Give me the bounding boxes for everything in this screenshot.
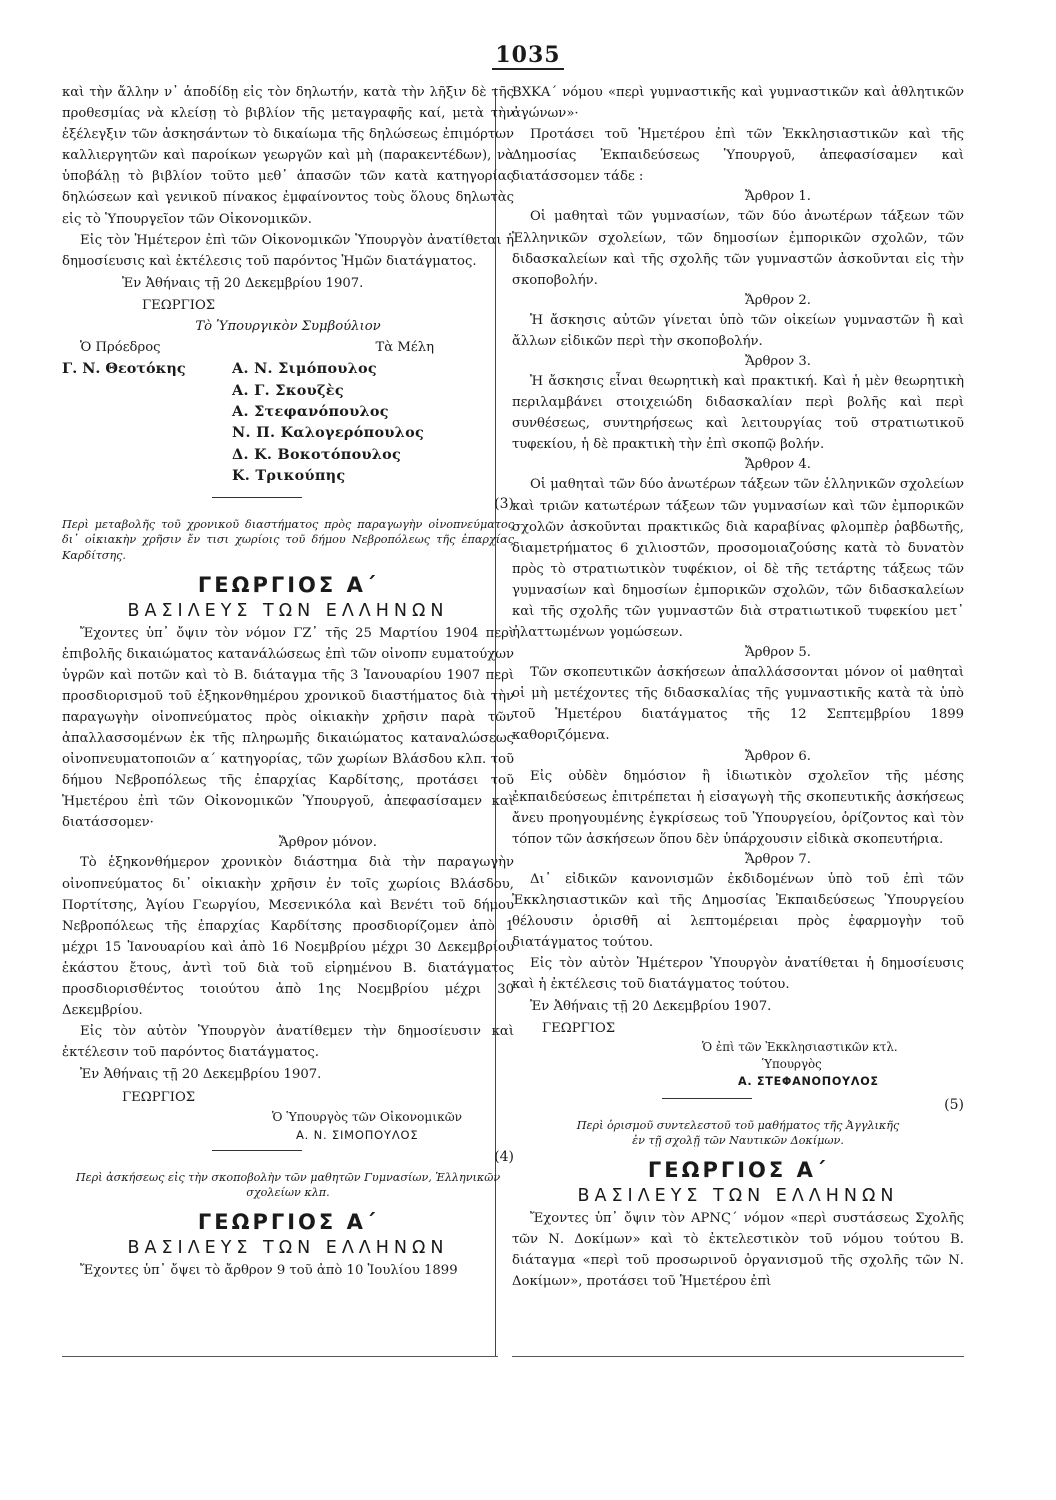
article-label: Ἄρθρον 1. [745,189,811,205]
council-row [62,465,514,486]
decree-date: Ἐν Ἀθήναις τῇ 20 Δεκεμβρίου 1907. [80,1067,322,1083]
decree-continuation-date: Ἐν Ἀθήναις τῇ 20 Δεκεμβρίου 1907. [122,275,364,291]
decree-preamble: Ἔχοντες ὑπ᾽ ὄψιν τὸν ΑΡΝϚ΄ νόμον «περὶ συστάσεως Σχολῆς τῶν Ν. Δοκίμων» καὶ τὸ ἐκτελεστικὸν τοῦ νόμου τούτου Β. διάταγμα «περὶ τοῦ προσωρινοῦ ὀργανισμοῦ τῆς σχολῆς τῶν Ν. Δοκίμων», προτάσει τοῦ Ἡμετέρου ἐπὶ [512,1210,964,1290]
decree-preamble-end: ΒΧΚΑ΄ νόμου «περὶ γυμναστικῆς καὶ γυμναστικῶν καὶ ἀθλητικῶν ἀγώνων»· [512,85,964,122]
right-column-bottom-rule [512,1356,964,1357]
president-name: Γ. Ν. Θεοτόκης [62,360,186,378]
article-text: Οἱ μαθηταὶ τῶν δύο ἀνωτέρων τάξεων τῶν ἑλληνικῶν σχολείων καὶ τριῶν κατωτέρων τάξεων τῶν γυμνασίων καὶ τῶν ἐμπορικῶν σχολῶν ἀσκοῦνται πρακτικῶς διὰ καραβίνας φλομπὲρ ῥαβδωτῆς, διαμετρήματος 6 χιλιοστῶν, προσομοιαζούσης κατὰ τὸ δυνατὸν πρὸς τὸ στρατιωτικὸν τυφέκιον, οἱ δὲ τῆς τετάρτης τάξεως τῶν γυμνασίων καὶ δημοσίων ἐμπορικῶν σχολῶν, τῶν διδασκαλείων καὶ τῆς σχολῆς τῶν γυμναστῶν διὰ στρατιωτικοῦ τυφεκίου μετ᾽ ἠλαττωμένων γομώσεων. [512,477,964,641]
decree-continuation-text: καὶ τὴν ἄλλην ν᾽ ἀποδίδῃ εἰς τὸν δηλωτήν, κατὰ τὴν λῆξιν δὲ τῆς προθεσμίας νὰ κλείσῃ τὸ βιβλίον τῆς μεταγραφῆς καί, μετὰ τὴν ἐξέλεγξιν τῶν ἀσκησάντων τὸ δικαίωμα τῆς δηλώσεως ἐπιμόρτων καλλιεργητῶν καὶ παροίκων γεωργῶν καὶ μὴ (παρακεντέδων), νὰ ὑποβάλῃ τὸ βιβλίον τοῦτο μεθ᾽ ἁπασῶν τῶν κατὰ κατηγορίας δηλώσεων καὶ γενικοῦ πίνακος ἐμφαίνοντος τοὺς ὅλους δηλωτὰς εἰς τὸ Ὑπουργεῖον τῶν Οἰκονομικῶν. [62,85,514,227]
decree-number: (5) [944,1096,964,1113]
article-label: Ἄρθρον 6. [745,748,811,764]
decree-proposal: Προτάσει τοῦ Ἡμετέρου ἐπὶ τῶν Ἐκκλησιαστικῶν καὶ τῆς Δημοσίας Ἐκπαιδεύσεως Ὑπουργοῦ, ἀπεφασίσαμεν καὶ διατάσσομεν τάδε : [512,127,964,185]
council-row [62,422,514,443]
article-label: Ἄρθρον 5. [745,645,811,661]
council-title: Τὸ Ὑπουργικὸν Συμβούλιον [195,319,381,335]
decree-number: (4) [494,1148,514,1165]
council-row [62,401,514,422]
members-label: Τὰ Μέλη [375,340,434,356]
council-labels [62,337,514,358]
decree-subheading: ΒΑΣΙΛΕΥΣ ΤΩΝ ΕΛΛΗΝΩΝ [577,1185,899,1206]
council-row-1 [62,358,514,379]
decree-subject-line-2: ἐν τῇ σχολῇ τῶν Ναυτικῶν Δοκίμων. [632,1134,844,1148]
signer-title: Ὁ Ὑπουργὸς τῶν Οἰκονομικῶν [272,1109,463,1124]
decree-date: Ἐν Ἀθήναις τῇ 20 Δεκεμβρίου 1907. [530,999,772,1015]
signer-name: Α. Ν. ΣΙΜΟΠΟΥΛΟΣ [296,1127,419,1142]
article-text: Ἡ ἄσκησις αὐτῶν γίνεται ὑπὸ τῶν οἰκείων γυμναστῶν ἢ καὶ ἄλλων εἰδικῶν περὶ τὴν σκοποβολήν. [512,312,964,349]
article-label: Ἄρθρον μόνον. [279,835,377,851]
decree-continuation-execution: Εἰς τὸν Ἡμέτερον ἐπὶ τῶν Οἰκονομικῶν Ὑπουργὸν ἀνατίθεται ἡ δημοσίευσις καὶ ἐκτέλεσις τοῦ παρόντος Ἡμῶν διατάγματος. [62,232,514,269]
decree-preamble: Ἔχοντες ὑπ᾽ ὄψιν τὸν νόμον ΓΖ᾽ τῆς 25 Μαρτίου 1904 περὶ ἐπιβολῆς δικαιώματος κατανάλώσεως ἐπὶ τῶν οἰνοπν ευματούχων ὑγρῶν καὶ ποτῶν καὶ τὸ Β. διάταγμα τῆς 3 Ἰανουαρίου 1907 περὶ προσδιορισμοῦ τοῦ ἑξηκονθημέρου χρονικοῦ διαστήματος διὰ τὴν παραγωγὴν οἰνοπνεύματος πρὸς οἰκιακὴν χρῆσιν παρὰ τῶν ἀπαλλασσομένων ἐκ τῆς πληρωμῆς δικαιώματος καταναλώσεως οἰνοπνευματοποιῶν α΄ κατηγορίας, τῶν χωρίων Βλάσδου κλπ. τοῦ δήμου Νεβροπόλεως τῆς ἐπαρχίας Καρδίτσης, προτάσει τοῦ Ἡμετέρου ἐπὶ τῶν Οἰκονομικῶν Ὑπουργοῦ, ἀπεφασίσαμεν καὶ διατάσσομεν· [62,625,514,831]
article-text: Δι᾽ εἰδικῶν κανονισμῶν ἐκδιδομένων ὑπὸ τοῦ ἐπὶ τῶν Ἐκκλησιαστικῶν καὶ τῆς Δημοσίας Ἐκπαιδεύσεως Ὑπουργείου θέλουσιν ὁρισθῆ αἱ λεπτομέρειαι πρὸς ἐφαρμογὴν τοῦ διατάγματος τούτου. [512,871,964,951]
decree-subject-line-1: Περὶ ὁρισμοῦ συντελεστοῦ τοῦ μαθήματος τῆς Ἀγγλικῆς [576,1118,900,1132]
signer-name: Α. ΣΤΕΦΑΝΟΠΟΥΛΟΣ [738,1074,879,1088]
article-label: Ἄρθρον 2. [745,292,811,308]
signature-block [512,1039,964,1090]
decree-heading: ΓΕΩΡΓΙΟΣ Α΄ [197,1209,379,1234]
article-text: Τὸ ἑξηκονθήμερον χρονικὸν διάστημα διὰ τὴν παραγωγὴν οἰνοπνεύματος δι᾽ οἰκιακὴν χρῆσιν ἐν τοῖς χωρίοις Βλάσδου, Πορτίτσης, Ἁγίου Γεωργίου, Μεσενικόλα καὶ Βενέτι τοῦ δήμου Νεβροπόλεως τῆς ἐπαρχίας Καρδίτσης προσδιορίζομεν ἀπὸ 1 μέχρι 15 Ἰανουαρίου καὶ ἀπὸ 16 Νοεμβρίου μέχρι 30 Δεκεμβρίου ἑκάστου ἔτους, ἀντὶ τοῦ διὰ τοῦ εἰρημένου Β. διατάγματος προσδιορισθέντος τοιούτου ἀπὸ 1ης Νοεμβρίου μέχρι 30 Δεκεμβρίου. [62,855,514,1019]
decree-subheading: ΒΑΣΙΛΕΥΣ ΤΩΝ ΕΛΛΗΝΩΝ [127,1237,449,1258]
decree-number: (3) [494,495,514,512]
article-text: Οἱ μαθηταὶ τῶν γυμνασίων, τῶν δύο ἀνωτέρων τάξεων τῶν Ἑλληνικῶν σχολείων, τῶν δημοσίων ἐμπορικῶν σχολῶν, τῶν διδασκαλείων καὶ τῆς σχολῆς τῶν γυμναστῶν ἀσκοῦνται εἰς τὴν σκοποβολήν. [512,209,964,288]
decree-king: ΓΕΩΡΓΙΟΣ [122,1089,196,1105]
article-label: Ἄρθρον 7. [745,851,811,867]
article-text: Εἰς οὐδὲν δημόσιον ἢ ἰδιωτικὸν σχολεῖον τῆς μέσης ἐκπαιδεύσεως ἐπιτρέπεται ἡ εἰσαγωγὴ τῆς σκοπευτικῆς ἀσκήσεως ἄνευ προηγουμένης ἐγκρίσεως τοῦ Ὑπουργείου, ὁρίζοντος καὶ τὸν τόπον τῶν ἀσκήσεων ὅπου δὲν ὑπάρχουσιν εἰδικὰ σκοπευτήρια. [512,768,964,847]
left-column-bottom-rule [62,1356,498,1357]
decree-subject: Περὶ μεταβολῆς τοῦ χρονικοῦ διαστήματος πρὸς παραγωγὴν οἰνοπνεύματος δι᾽ οἰκιακὴν χρῆσιν ἔν τισι χωρίοις τοῦ δήμου Νεβροπόλεως τῆς ἐπαρχίας Καρδίτσης. [62,517,514,562]
decree-heading: ΓΕΩΡΓΙΟΣ Α΄ [647,1157,829,1182]
decree-king: ΓΕΩΡΓΙΟΣ [542,1020,616,1036]
council-row [62,444,514,465]
article-text: Τῶν σκοπευτικῶν ἀσκήσεων ἀπαλλάσσονται μόνον οἱ μαθηταὶ οἱ μὴ μετέχοντες τῆς διδασκαλίας τῆς γυμναστικῆς κατὰ τὰ ὑπὸ τοῦ Ἡμετέρου διατάγματος τῆς 12 Σεπτεμβρίου 1899 καθοριζόμενα. [512,665,964,744]
right-column [512,82,964,1292]
decree-subheading: ΒΑΣΙΛΕΥΣ ΤΩΝ ΕΛΛΗΝΩΝ [127,600,449,621]
signer-title: Ὁ ἐπὶ τῶν Ἐκκλησιαστικῶν κτλ. [702,1039,898,1054]
article-label: Ἄρθρον 3. [745,354,811,370]
member-name: Α. Στεφανόπουλος [232,403,389,421]
article-text: Ἡ ἄσκησις εἶναι θεωρητικὴ καὶ πρακτική. Καὶ ἡ μὲν θεωρητικὴ περιλαμβάνει στοιχειώδη διδασκαλίαν περὶ βολῆς καὶ περὶ συνθέσεως, συντηρήσεως καὶ λειτουργίας τοῦ στρατιωτικοῦ τυφεκίου, ἡ δὲ πρακτικὴ τὴν ἐπὶ σκοπῷ βολήν. [512,374,964,453]
decree-subject: Περὶ ἀσκήσεως εἰς τὴν σκοποβολὴν τῶν μαθητῶν Γυμνασίων, Ἑλληνικῶν σχολείων κλπ. [75,1170,501,1200]
council-row [62,380,514,401]
member-name: Κ. Τρικούπης [232,467,346,485]
president-label: Ὁ Πρόεδρος [80,340,161,356]
left-column [62,82,514,1281]
member-name: Α. Γ. Σκουζὲς [232,381,344,399]
page-number: 1035 [0,42,1056,68]
decree-execution: Εἰς τὸν αὐτὸν Ἡμέτερον Ὑπουργὸν ἀνατίθεται ἡ δημοσίευσις καὶ ἡ ἐκτέλεσις τοῦ διατάγματος τούτου. [512,956,964,993]
decree-continuation-king: ΓΕΩΡΓΙΟΣ [142,297,216,313]
member-name: Α. Ν. Σιμόπουλος [232,360,377,378]
signer-role: Ὑπουργὸς [762,1056,822,1071]
decree-preamble-start: Ἔχοντες ὑπ᾽ ὄψει τὸ ἄρθρον 9 τοῦ ἀπὸ 10 Ἰουλίου 1899 [80,1262,458,1278]
decree-heading: ΓΕΩΡΓΙΟΣ Α΄ [197,572,379,597]
member-name: Δ. Κ. Βοκοτόπουλος [232,445,402,463]
signature-block [62,1108,514,1144]
decree-execution: Εἰς τὸν αὐτὸν Ὑπουργὸν ἀνατίθεμεν τὴν δημοσίευσιν καὶ ἐκτέλεσιν τοῦ παρόντος διατάγματος. [62,1024,514,1061]
article-label: Ἄρθρον 4. [745,457,811,473]
member-name: Ν. Π. Καλογερόπουλος [232,424,425,442]
